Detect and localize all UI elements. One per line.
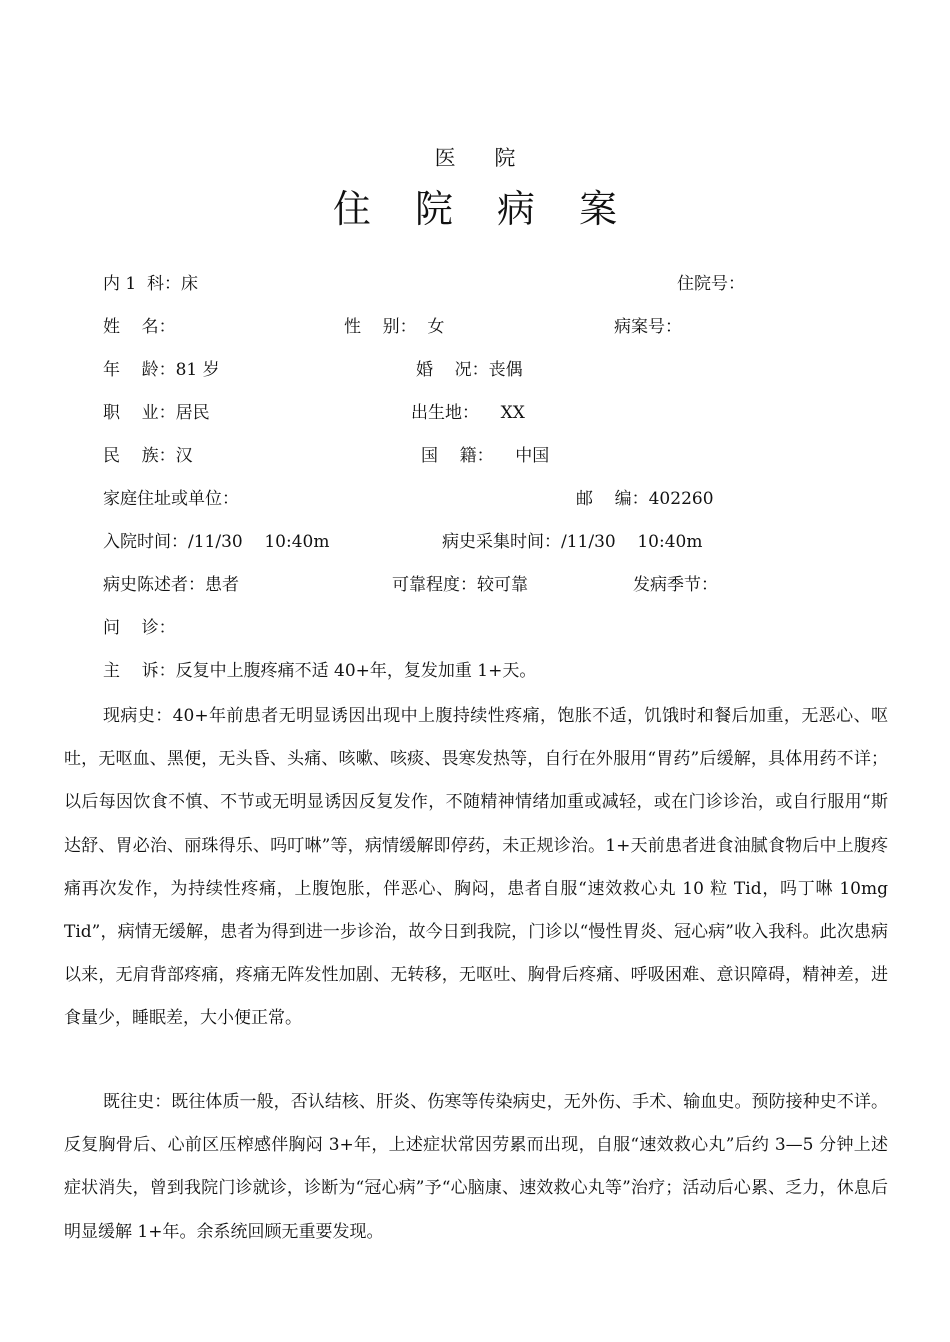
- address-field: 家庭住址或单位：: [103, 489, 239, 509]
- admit-time-field: 入院时间：/11/30 10:40m: [103, 532, 330, 552]
- chief-complaint: 主 诉：反复中上腹疼痛不适 40+年，复发加重 1+天。: [103, 661, 537, 681]
- past-history-paragraph: 既往史：既往体质一般，否认结核、肝炎、伤寒等传染病史，无外伤、手术、输血史。预防接种史不详。反复胸骨后、心前区压榨感伴胸闷 3+年，上述症状常因劳累而出现，自服“速效救心丸”后约 3—5 分钟上述症状消失，曾到我院门诊就诊，诊断为“冠心病”予“心脑康、速效救心丸等”治疗；活动后心累、乏力，休息后明显缓解 1+年。余系统回顾无重要发现。: [64, 1092, 888, 1242]
- gender-field: 性 别： 女: [344, 317, 445, 337]
- onset-season-field: 发病季节：: [633, 575, 718, 595]
- record-no-field: 病案号：: [614, 317, 682, 337]
- admission-no-field: 住院号：: [677, 274, 745, 294]
- birthplace-field: 出生地： XX: [411, 403, 525, 423]
- name-field: 姓 名：: [103, 317, 176, 337]
- occupation-field: 职 业：居民: [103, 403, 210, 423]
- inquiry-label: 问 诊：: [103, 618, 176, 638]
- present-illness-paragraph: 现病史：40+年前患者无明显诱因出现中上腹持续性疼痛，饱胀不适，饥饿时和餐后加重，无恶心、呕吐，无呕血、黑便，无头昏、头痛、咳嗽、咳痰、畏寒发热等，自行在外服用“胃药”后缓解，具体用药不详；以后每因饮食不慎、不节或无明显诱因反复发作，不随精神情绪加重或减轻，或在门诊诊治，或自行服用“斯达舒、胃必治、丽珠得乐、吗叮啉”等，病情缓解即停药，未正规诊治。1+天前患者进食油腻食物后中上腹疼痛再次发作，为持续性疼痛，上腹饱胀，伴恶心、胸闷，患者自服“速效救心丸 10 粒 Tid，吗丁啉 10mg Tid”，病情无缓解，患者为得到进一步诊治，故今日到我院，门诊以“慢性胃炎、冠心病”收入我科。此次患病以来，无肩背部疼痛，疼痛无阵发性加剧、无转移，无呕吐、胸骨后疼痛、呼吸困难、意识障碍，精神差，进食量少，睡眠差，大小便正常。: [64, 706, 888, 1029]
- history-time-field: 病史采集时间：/11/30 10:40m: [442, 532, 703, 552]
- age-field: 年 龄：81 岁: [103, 360, 220, 380]
- nationality-field: 国 籍： 中国: [421, 446, 550, 466]
- ethnicity-field: 民 族：汉: [103, 446, 193, 466]
- hospital-name: 医 院: [434, 146, 532, 170]
- narrator-field: 病史陈述者：患者: [103, 575, 239, 595]
- postcode-field: 邮 编：402260: [576, 489, 714, 509]
- document-title: 住 院 病 案: [332, 187, 634, 231]
- reliability-field: 可靠程度：较可靠: [392, 575, 528, 595]
- department-field: 内 1 科：床: [103, 274, 199, 294]
- marital-field: 婚 况：丧偶: [416, 360, 523, 380]
